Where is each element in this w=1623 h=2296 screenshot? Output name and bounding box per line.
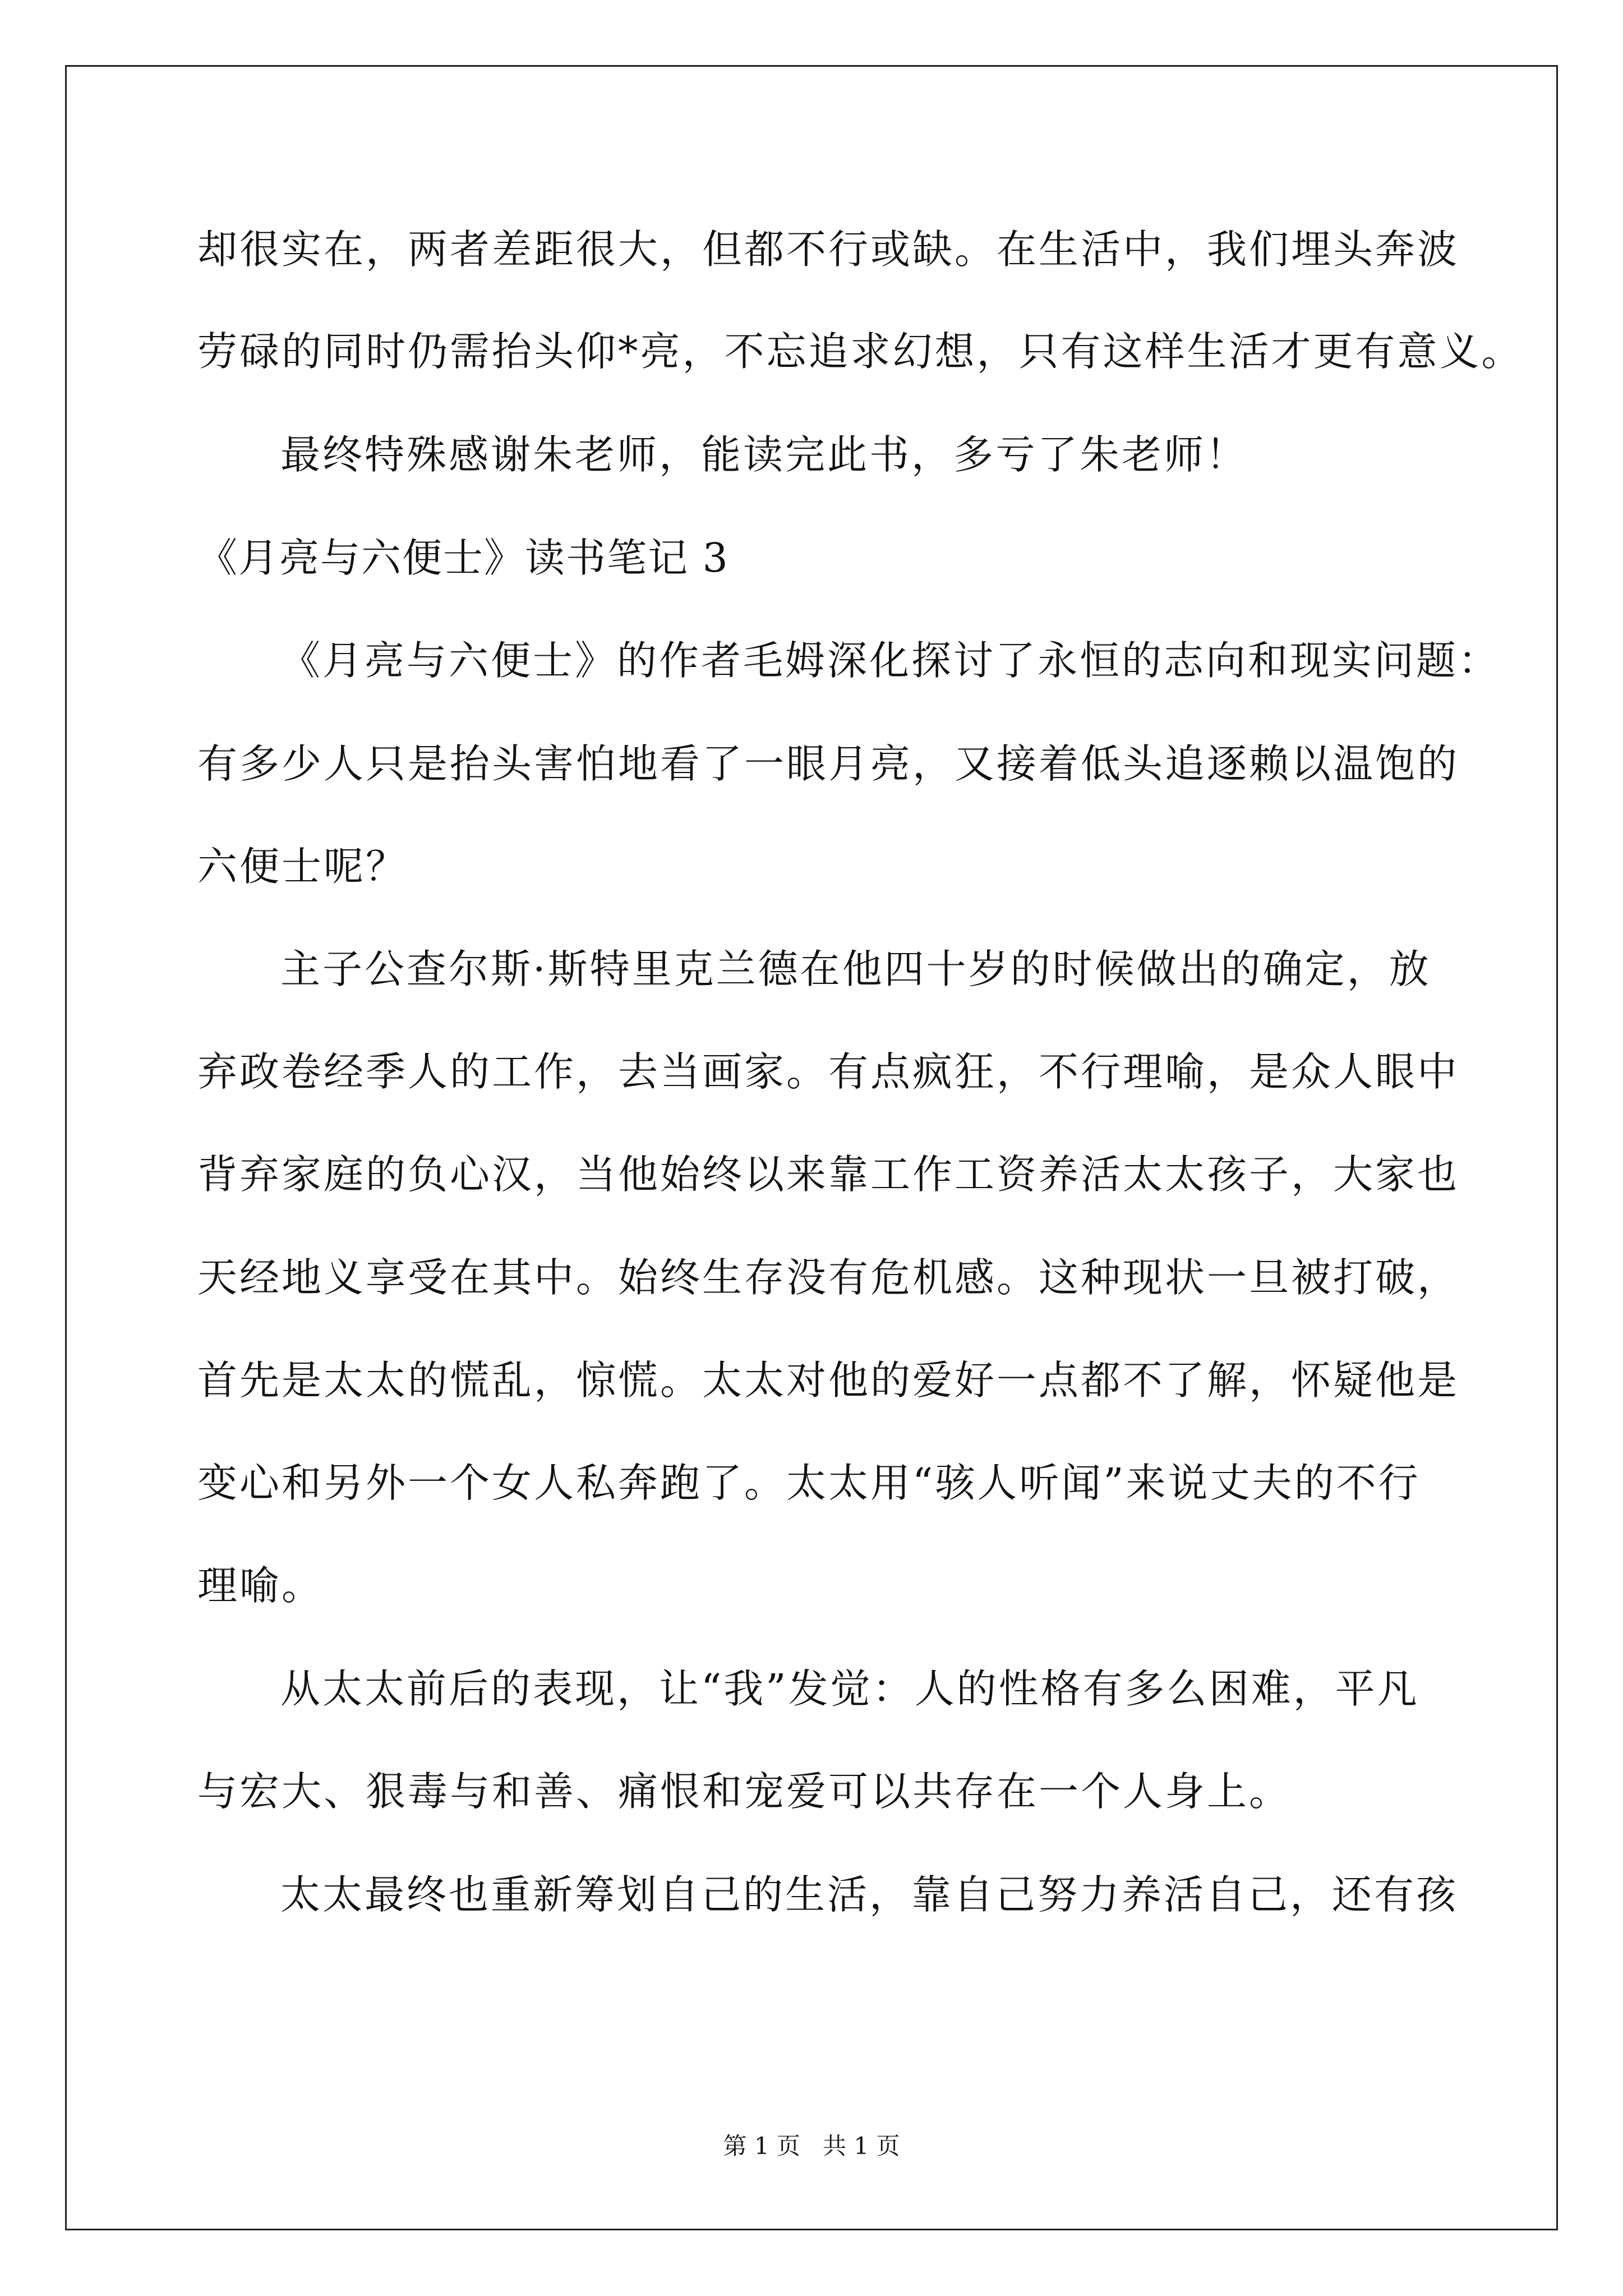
body-line: 从太太前后的表现，让“我”发觉：人的性格有多么困难，平凡	[280, 1665, 1419, 1712]
body-line: 主子公查尔斯·斯特里克兰德在他四十岁的时候做出的确定，放	[280, 946, 1431, 992]
body-line: 理喻。	[197, 1562, 324, 1609]
body-line: 与宏大、狠毒与和善、痛恨和宠爱可以共存在一个人身上。	[197, 1768, 1292, 1815]
body-line: 六便士呢？	[197, 843, 408, 890]
body-line: 天经地义享受在其中。始终生存没有危机感。这种现状一旦被打破，	[197, 1254, 1460, 1301]
body-line: 首先是太太的慌乱，惊慌。太太对他的爱好一点都不了解，怀疑他是	[197, 1357, 1460, 1404]
body-line: 却很实在，两者差距很大，但都不行或缺。在生活中，我们埋头奔波	[197, 226, 1460, 273]
section-heading: 《月亮与六便士》读书笔记 3	[197, 535, 729, 581]
body-line: 弃政卷经季人的工作，去当画家。有点疯狂，不行理喻，是众人眼中	[197, 1048, 1460, 1095]
body-line: 太太最终也重新筹划自己的生活，靠自己努力养活自己，还有孩	[280, 1871, 1459, 1918]
body-line: 劳碌的同时仍需抬头仰*亮，不忘追求幻想，只有这样生活才更有意义。	[197, 328, 1524, 375]
body-line: 《月亮与六便士》的作者毛姆深化探讨了永恒的志向和现实问题：	[280, 637, 1501, 684]
body-line: 最终特殊感谢朱老师，能读完此书，多亏了朱老师！	[280, 431, 1248, 478]
body-line: 变心和另外一个女人私奔跑了。太太用“骇人听闻”来说丈夫的不行	[197, 1460, 1421, 1506]
body-line: 背弃家庭的负心汉，当他始终以来靠工作工资养活太太孩子，大家也	[197, 1151, 1460, 1198]
page-footer: 第 1 页 共 1 页	[723, 2132, 900, 2160]
body-line: 有多少人只是抬头害怕地看了一眼月亮，又接着低头追逐赖以温饱的	[197, 740, 1460, 787]
